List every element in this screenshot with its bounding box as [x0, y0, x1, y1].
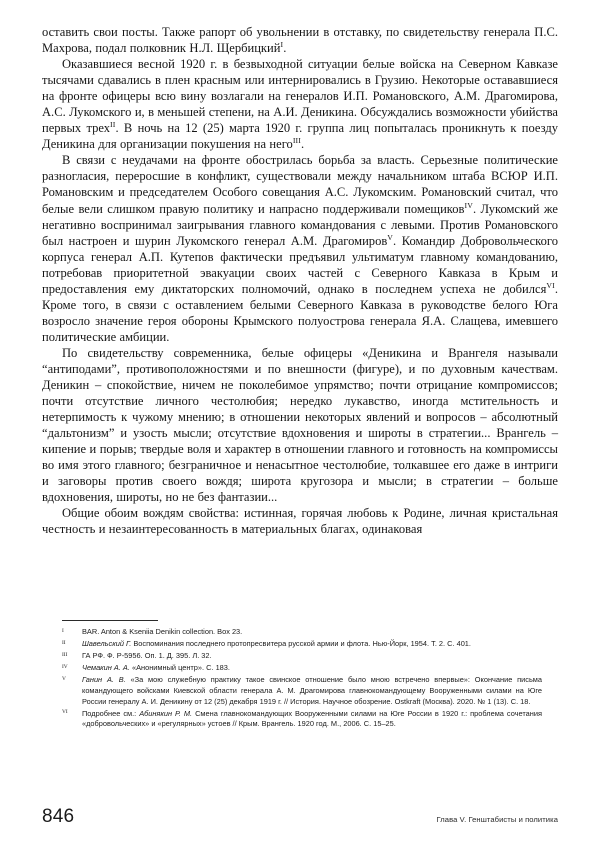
footnote-mark: III [62, 651, 68, 658]
footnote-item [62, 663, 542, 674]
paragraph-4 [42, 345, 558, 505]
footnote-text: Смена главнокомандующих Вооруженными силами на Юге России в 1920 г.: проблема сочетания «добровольческих» и «регулярных» устоев // Крым. Врангель. 1920 год. М., 2006. С. 15–25. [82, 708, 542, 729]
paragraph-2 [42, 56, 558, 152]
footnote-text: Воспоминания последнего протопресвитера русской армии и флота. Нью-Йорк, 1954. Т. 2. С. 401. [131, 639, 471, 649]
running-head: Глава V. Генштабисты и политика [436, 815, 558, 824]
paragraph-3-mid: . Лукомский же негативно воспринимал заигрывания главного командования с левыми. Против Романовского был настроен и шурин Лукомского генерал А.М. Драгомиров [42, 201, 558, 248]
footnote-prefix: Подробнее см.: [82, 708, 140, 718]
footnote-author: Ганин А. В. [82, 675, 126, 685]
page-footer [42, 806, 558, 828]
footnote-marker-iii[interactable]: III [292, 136, 302, 146]
paragraph-2-tail: . [301, 137, 305, 152]
paragraph-3 [42, 152, 558, 345]
footnote-marker-i[interactable]: I [280, 39, 284, 49]
footnote-block [62, 620, 542, 731]
footnote-author: Шавельский Г. [82, 639, 132, 649]
paragraph-5 [42, 505, 558, 537]
footnote-marker-v[interactable]: V [387, 232, 394, 242]
paragraph-2-text: Оказавшиеся весной 1920 г. в безвыходной ситуации белые войска на Северном Кавказе тысячами сдавались в плен красным или интернировались в Грузию. Некоторые остававшиеся на фронте офицеры всю вину возлагали на генералов И.П. Романовского, А.М. Драгомирова, А.С. Лукомского и, в меньшей степени, на А.И. Деникина. Обсуждались возможности убийства первых трех [42, 57, 558, 136]
footnote-mark: V [62, 675, 66, 682]
footnote-marker-ii[interactable]: II [110, 120, 116, 130]
body-text-column [42, 24, 558, 538]
paragraph-1-tail: . [283, 41, 287, 56]
footnote-list [62, 627, 542, 730]
paragraph-1-text: оставить свои посты. Также рапорт об увольнении в отставку, по свидетельству генерала П.С. Махрова, подал полковник Н.Л. Щербицкий [42, 25, 558, 56]
paragraph-2-mid: . В ночь на 12 (25) марта 1920 г. группа лиц попыталась проникнуть к поезду Деникина для организации покушения на него [42, 121, 558, 152]
paragraph-5-text: Общие обоим вождям свойства: истинная, горячая любовь к Родине, личная кристальная честность и незаинтересованность в материальных благах, одинаковая [42, 506, 558, 537]
footnote-item [62, 651, 542, 662]
footnote-text: «За мою служебную практику такое свинское отношение было мною встречено впервые»: Окончание письма командующего войсками Киевской области генерала А. М. Драгомирова главнокомандующему Вооруженными силами на Юге России генералу А. И. Деникину от 12 (25) декабря 1919 г. // История. Научное обозрение. Ostkraft (Москва). 2020. № 1 (13). С. 18. [82, 675, 543, 706]
footnote-text: ГА РФ. Ф. Р-5956. Оп. 1. Д. 395. Л. 32. [82, 651, 212, 661]
footnote-mark: II [62, 639, 66, 646]
footnote-author: Чемакин А. А. [82, 663, 130, 673]
footnote-item [62, 639, 542, 650]
footnote-item [62, 627, 542, 638]
paragraph-3-mid-2: . Командир Добровольческого корпуса генерал А.П. Кутепов фактически предъявил ультиматум главному командованию, потребовав приоритетной эвакуации своих частей с Северного Кавказа в Крым и предоставления ему диктаторских полномочий, однако в последнем успеха не добился [42, 233, 558, 296]
paragraph-3-text: В связи с неудачами на фронте обострилась борьба за власть. Серьезные политические разногласия, переросшие в конфликт, существовали между начальником штаба ВСЮР И.П. Романовским и председателем Особого совещания А.С. Лукомским. Романовский считал, что белые вели слишком правую политику и напрасно поддерживали помещиков [42, 153, 558, 216]
footnote-item [62, 675, 542, 707]
footnote-mark: VI [62, 709, 68, 716]
paragraph-4-text: По свидетельству современника, белые офицеры «Деникина и Врангеля называли “антиподами”, противоположностями и по внешности (фигуре), и по духовным качествам. Деникин – спокойствие, ничем не поколебимое упрямство; почти отрицание компромиссов; почти отсутствие личного честолюбия; нередко лукавство, иногда мстительность и нетерпимость к чужому мнению; в отношении некоторых явлений и вопросов – абсолютный “дальтонизм” и узость мысли; отсутствие вдохновения и широты в стратегии... Врангель – кипение и порыв; твердые воля и характер в отношении главного и готовность на компромиссы во имя этого главного; безграничное и ненасытное честолюбие, толкавшее его даже в интриги и заговоры против своего вождя; широта кругозора и мысли; в стратегии – больше вдохновения, широты, но не без фантазии... [42, 345, 558, 505]
paragraph-3-tail: . Кроме того, в связи с оставлением белыми Северного Кавказа в руководстве белого Юга возросло значение героя обороны Крымского полуострова генерала Я.А. Слащева, имевшего политические амбиции. [42, 281, 558, 344]
footnote-marker-vi[interactable]: VI [546, 280, 555, 290]
footnote-author: Абинякин Р. М. [139, 708, 193, 718]
footnote-mark: IV [62, 663, 68, 670]
footnote-text: «Анонимный центр». С. 183. [129, 663, 230, 673]
page-number: 846 [42, 806, 75, 827]
footnote-item [62, 709, 542, 730]
footnote-separator-rule [62, 620, 158, 621]
paragraph-1 [42, 24, 558, 56]
footnote-mark: I [62, 627, 64, 634]
footnote-marker-iv[interactable]: IV [464, 200, 473, 210]
footnote-text: BAR. Anton & Kseniia Denikin collection. Box 23. [82, 627, 243, 636]
